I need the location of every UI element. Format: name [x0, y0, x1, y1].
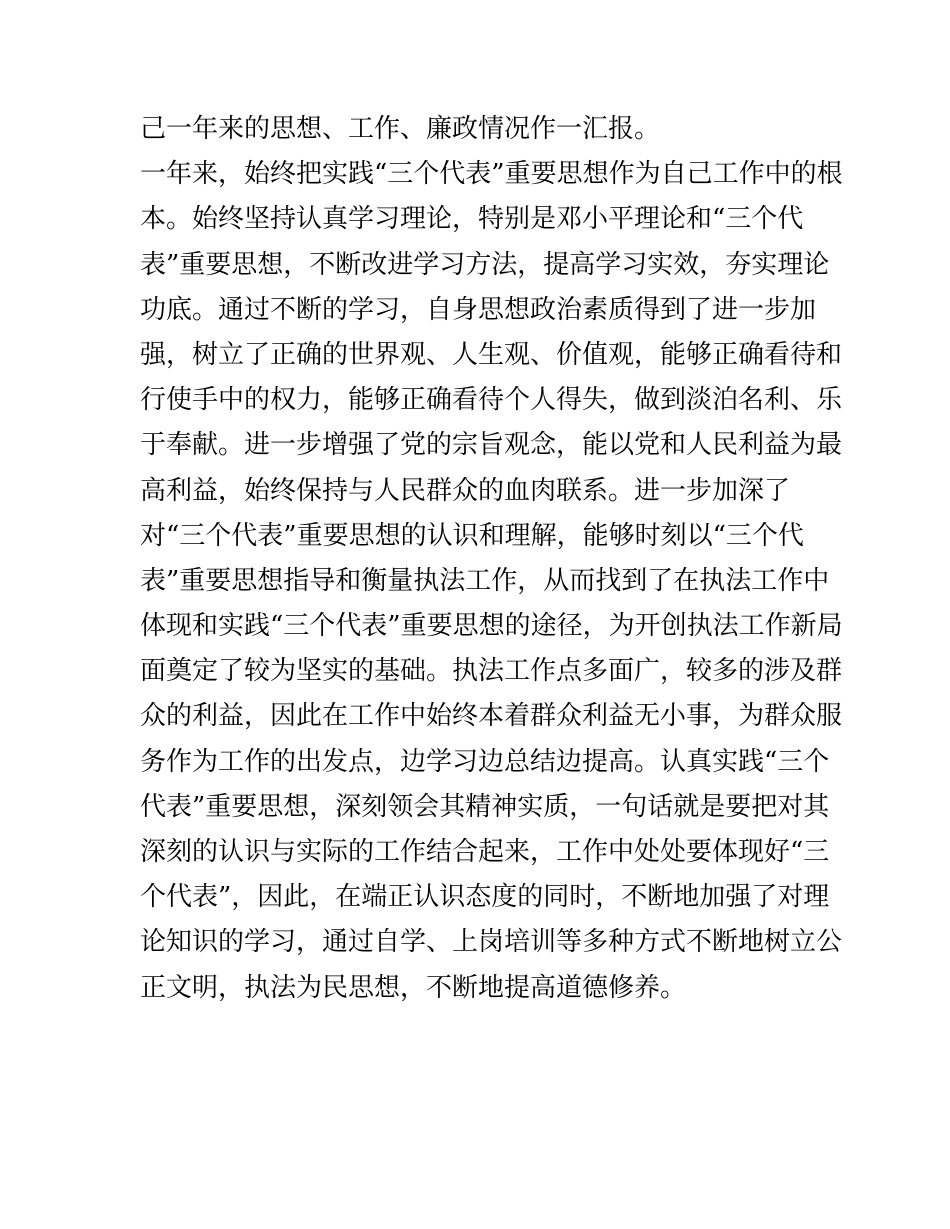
document-body: [140, 107, 843, 1011]
text-line: 表”重要思想，不断改进学习方法，提高学习实效，夯实理论: [140, 249, 830, 280]
text-line: 己一年来的思想、工作、廉政情况作一汇报。: [140, 114, 661, 144]
text-line: 深刻的认识与实际的工作结合起来，工作中处处要体现好“三: [140, 837, 830, 867]
text-line: 本。始终坚持认真学习理论，特别是邓小平理论和“三个代: [140, 204, 804, 235]
text-line: 高利益，始终保持与人民群众的血肉联系。进一步加深了: [140, 475, 791, 506]
text-line: 论知识的学习，通过自学、上岗培训等多种方式不断地树立公: [140, 927, 843, 958]
text-line: 个代表”，因此，在端正认识态度的同时，不断地加强了对理: [140, 882, 830, 913]
text-line: 表”重要思想指导和衡量执法工作，从而找到了在执法工作中: [140, 565, 830, 596]
text-line: 体现和实践“三个代表”重要思想的途径，为开创执法工作新局: [140, 611, 843, 642]
text-line: 于奉献。进一步增强了党的宗旨观念，能以党和人民利益为最: [140, 430, 843, 461]
text-line: 行使手中的权力，能够正确看待个人得失，做到淡泊名利、乐: [140, 385, 843, 416]
text-line: 面奠定了较为坚实的基础。执法工作点多面广，较多的涉及群: [140, 656, 843, 687]
text-line: 一年来，始终把实践“三个代表”重要思想作为自己工作中的根: [140, 159, 843, 190]
text-line: 强，树立了正确的世界观、人生观、价值观，能够正确看待和: [140, 339, 843, 370]
text-line: 对“三个代表”重要思想的认识和理解，能够时刻以“三个代: [140, 520, 804, 551]
text-line: 正文明，执法为民思想，不断地提高道德修养。: [140, 972, 687, 1003]
text-line: 众的利益，因此在工作中始终本着群众利益无小事，为群众服: [140, 701, 843, 732]
text-line: 代表”重要思想，深刻领会其精神实质，一句话就是要把对其: [140, 791, 830, 822]
text-line: 功底。通过不断的学习，自身思想政治素质得到了进一步加: [140, 294, 817, 325]
text-line: 务作为工作的出发点，边学习边总结边提高。认真实践“三个: [140, 746, 830, 777]
